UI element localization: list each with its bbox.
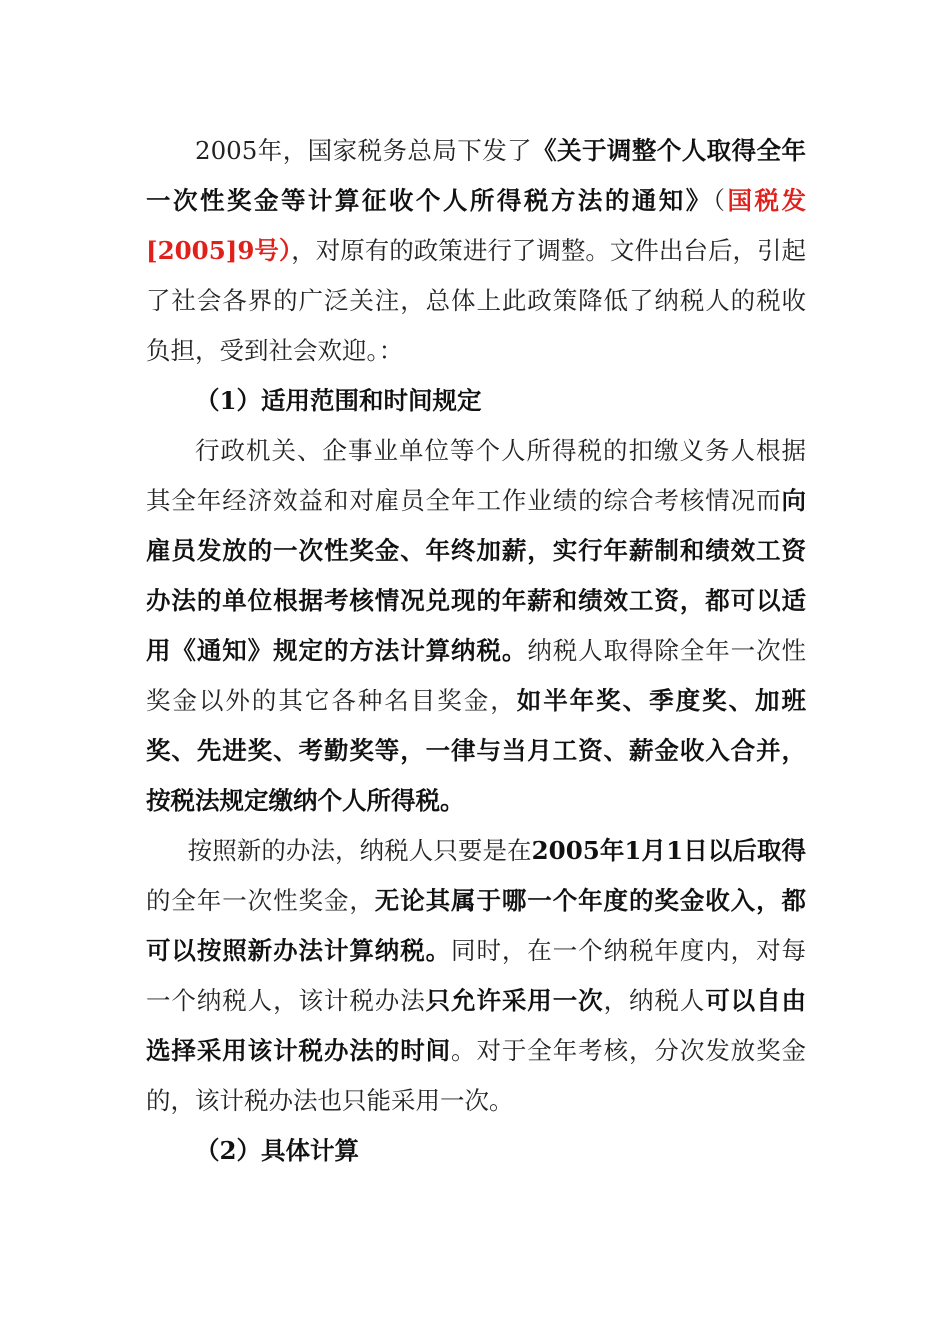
intro-text-1: 2005年，国家税务总局下发了 [195,136,533,165]
scope-bold-2: 如半年奖、季度奖、加班奖、先进奖、考勤奖等，一律与当月工资、薪金收入合并，按税法规定缴纳个人所得税。 [146,686,807,815]
method-bold-1: 无论其属于哪一个年度的奖金收入，都可以按照新办法计算纳税。 [146,886,806,965]
method-bold-choose: 可以自由选择采用该计税办法的时间 [146,986,807,1065]
paragraph-new-method [146,826,806,1126]
open-paren: （ [712,186,728,215]
method-text-1: 按照新的办法，纳税人只要是在 [187,836,532,865]
paragraph-scope [146,426,806,826]
method-text-5: 。对于全年考核，分次发放奖金的，该计税办法也只能采用一次。 [146,1036,807,1115]
paragraph-intro [146,126,806,376]
method-bold-once: 只允许采用一次 [425,986,604,1015]
document-body [146,126,806,1176]
scope-text-1: 行政机关、企事业单位等个人所得税的扣缴义务人根据其全年经济效益和对雇员全年工作业绩的综合考核情况而 [146,436,806,515]
close-paren: ） [278,236,292,265]
method-text-4: ，纳税人 [603,986,706,1015]
method-text-2: 的全年一次性奖金， [146,886,375,915]
intro-text-2: ，对原有的政策进行了调整。文件出台后，引起了社会各界的广泛关注，总体上此政策降低了纳税人的税收负担，受到社会欢迎。： [146,236,807,365]
method-date: 2005年1月1日以后取得 [531,836,806,865]
method-text-3: 同时，在一个纳税年度内，对每一个纳税人，该计税办法 [146,936,807,1015]
section-heading-scope: （1）适用范围和时间规定 [195,386,482,415]
section-heading-calculation: （2）具体计算 [195,1136,360,1165]
scope-bold-1: 向雇员发放的一次性奖金、年终加薪，实行年薪制和绩效工资办法的单位根据考核情况兑现的年薪和绩效工资，都可以适用《通知》规定的方法计算纳税。 [146,486,806,665]
document-number: 国税发[2005]9号 [146,186,807,265]
notice-title: 《关于调整个人取得全年一次性奖金等计算征收个人所得税方法的通知》 [146,136,806,215]
scope-text-2: 纳税人取得除全年一次性奖金以外的其它各种名目奖金， [146,636,807,715]
